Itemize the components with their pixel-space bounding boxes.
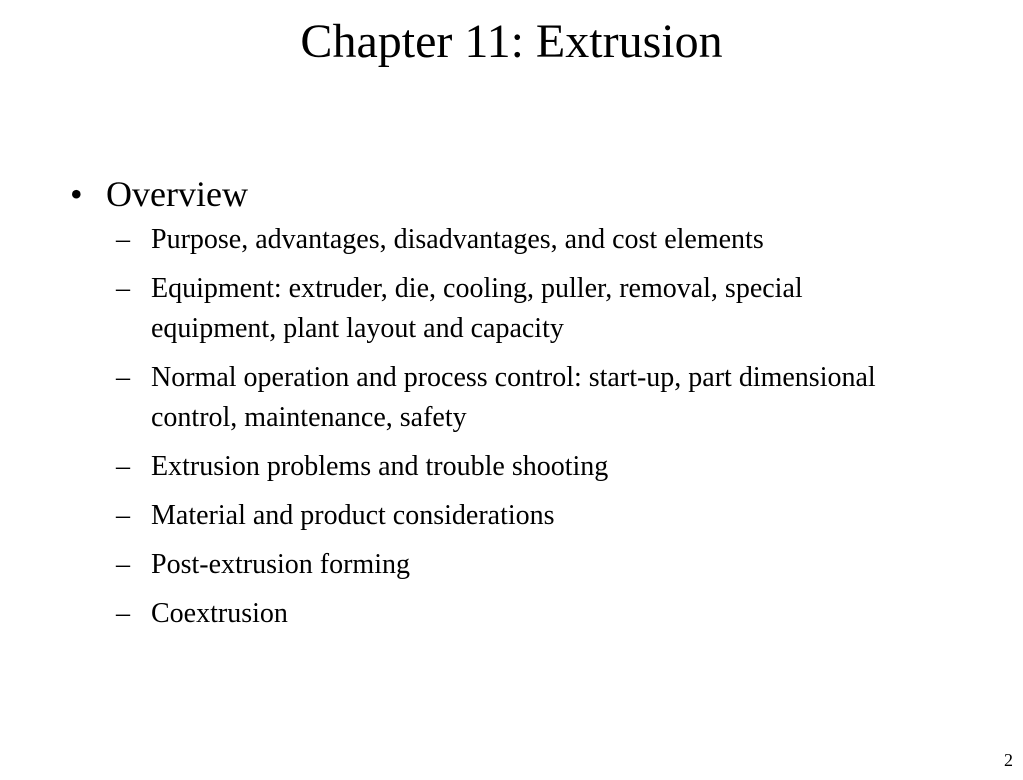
sub-bullet-item xyxy=(116,220,970,260)
dash-icon: – xyxy=(116,598,130,629)
slide-title: Chapter 11: Extrusion xyxy=(300,15,723,68)
sub-bullet-text: Coextrusion xyxy=(151,598,288,629)
page-number: 2 xyxy=(1004,750,1013,770)
dash-icon: – xyxy=(116,273,130,304)
sub-bullet-item xyxy=(116,447,970,487)
dash-icon: – xyxy=(116,549,130,580)
bullet-list xyxy=(70,170,970,643)
sub-bullet-item xyxy=(116,545,970,585)
sub-bullet-item xyxy=(116,594,970,634)
dash-icon: – xyxy=(116,362,130,393)
bullet-dot-icon: • xyxy=(70,174,83,214)
sub-bullet-text: Purpose, advantages, disadvantages, and cost elements xyxy=(151,224,764,255)
sub-bullet-item xyxy=(116,269,970,349)
sub-bullet-text: Material and product considerations xyxy=(151,500,555,531)
bullet-item-overview xyxy=(70,170,970,634)
dash-icon: – xyxy=(116,224,130,255)
sub-bullet-item xyxy=(116,496,970,536)
sub-bullet-item xyxy=(116,358,970,438)
sub-bullet-text: Equipment: extruder, die, cooling, puller, removal, special equipment, plant layout and capacity xyxy=(151,273,803,344)
bullet-main-label: Overview xyxy=(106,174,248,214)
dash-icon: – xyxy=(116,500,130,531)
sub-bullet-list xyxy=(70,220,970,634)
sub-bullet-text: Extrusion problems and trouble shooting xyxy=(151,451,609,482)
dash-icon: – xyxy=(116,451,130,482)
sub-bullet-text: Post-extrusion forming xyxy=(151,549,410,580)
sub-bullet-text: Normal operation and process control: start-up, part dimensional control, maintenance, safety xyxy=(151,362,876,433)
bullet-main xyxy=(70,170,970,218)
